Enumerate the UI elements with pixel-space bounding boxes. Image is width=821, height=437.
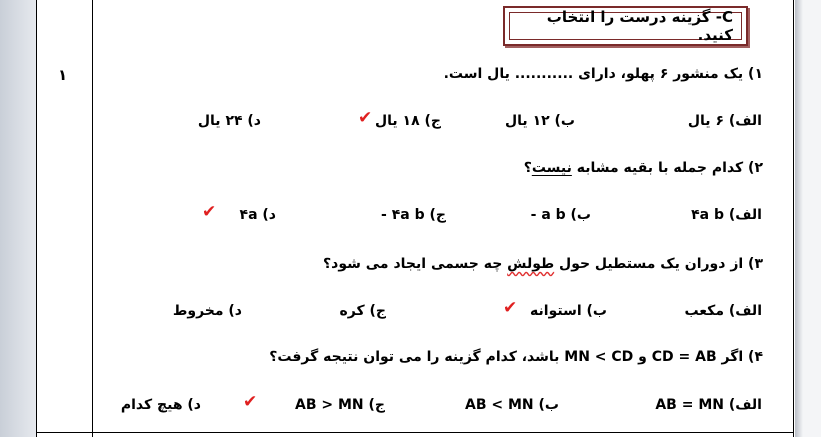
- q2-option-c[interactable]: ج) ۴a b -: [381, 207, 446, 223]
- q2-checkmark-icon: ✔: [202, 202, 217, 222]
- q1-option-a[interactable]: الف) ۶ یال: [687, 113, 762, 129]
- q3-emphasis-word: طولش: [507, 256, 555, 272]
- question-3-text: ۳) از دوران یک مستطیل حول طولش چه جسمی ایجاد می شود؟: [323, 256, 763, 272]
- section-heading-box: [503, 6, 748, 46]
- q1-option-c[interactable]: ج) ۱۸ یال: [374, 113, 441, 129]
- q2-option-b[interactable]: ب) a b -: [530, 207, 591, 223]
- q2-option-a[interactable]: الف) ۴a b: [691, 207, 762, 223]
- q2-emphasis-word: نیست: [531, 160, 572, 176]
- score-value: ۱: [58, 66, 68, 84]
- q3-checkmark-icon: ✔: [503, 298, 518, 318]
- q4-option-c[interactable]: ج) AB > MN: [294, 397, 385, 413]
- q3-option-a[interactable]: الف) مکعب: [684, 303, 762, 319]
- q3-option-c[interactable]: ج) کره: [339, 303, 386, 319]
- q3-option-b[interactable]: ب) استوانه: [530, 303, 607, 319]
- q4-checkmark-icon: ✔: [243, 392, 258, 412]
- left-margin: [0, 0, 36, 437]
- question-2-text: ۲) کدام جمله با بقیه مشابه نیست؟: [523, 160, 763, 176]
- table-bottom-border: [36, 432, 794, 433]
- right-margin: [795, 0, 821, 437]
- q4-option-a[interactable]: الف) AB = MN: [655, 397, 762, 413]
- question-4-text: ۴) اگر CD = AB و MN < CD باشد، کدام گزینه را می توان نتیجه گرفت؟: [269, 349, 763, 365]
- question-1-text: ۱) یک منشور ۶ پهلو، دارای ........... یال است.: [443, 66, 763, 82]
- section-heading: C- گزینه درست را انتخاب کنید.: [509, 12, 742, 40]
- q1-option-d[interactable]: د) ۲۴ یال: [197, 113, 261, 129]
- q3-option-d[interactable]: د) مخروط: [172, 303, 242, 319]
- score-column-divider: [92, 0, 93, 437]
- q4-option-d[interactable]: د) هیچ کدام: [120, 397, 201, 413]
- q4-option-b[interactable]: ب) AB < MN: [465, 397, 559, 413]
- q1-checkmark-icon: ✔: [358, 108, 373, 128]
- q1-option-b[interactable]: ب) ۱۲ یال: [505, 113, 575, 129]
- q2-option-d[interactable]: د) ۴a: [239, 207, 276, 223]
